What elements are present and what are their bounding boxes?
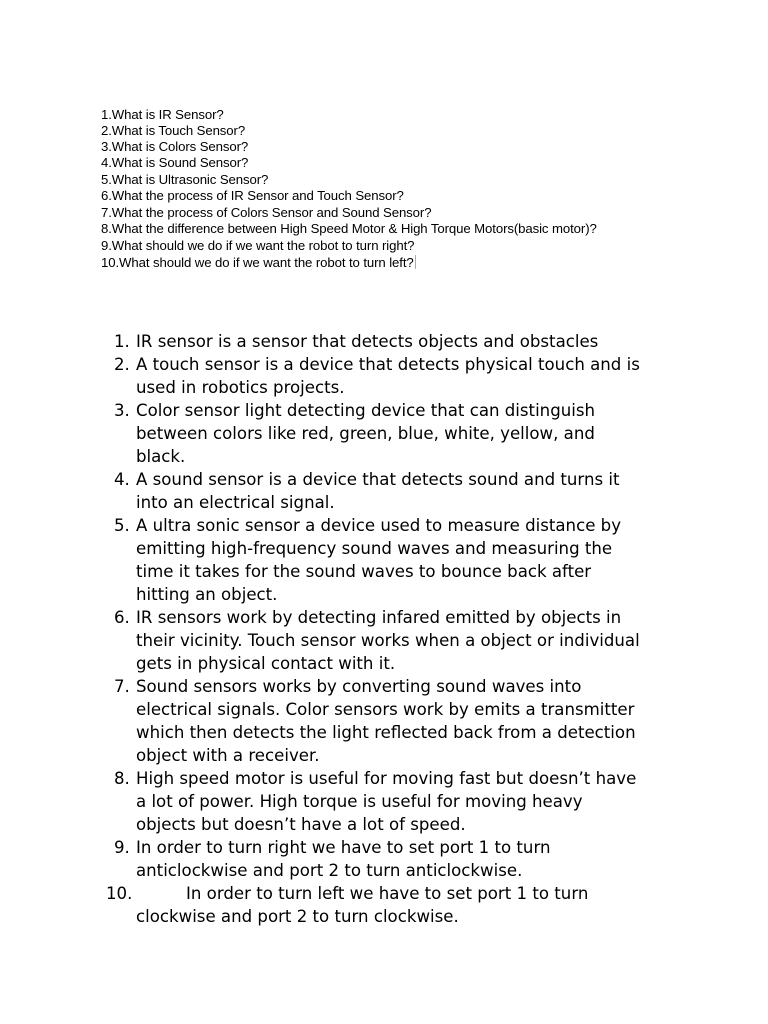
question-10 <box>101 255 416 270</box>
answer-number: 9. <box>114 838 130 857</box>
answer-item <box>108 468 688 514</box>
answer-line: emitting high-frequency sound waves and measuring the <box>136 539 613 558</box>
answer-number: 1. <box>114 332 130 351</box>
answer-item <box>108 514 688 606</box>
answer-line: anticlockwise and port 2 to turn anticlockwise. <box>136 861 523 880</box>
answer-number: 10. <box>106 884 133 903</box>
answer-line: a lot of power. High torque is useful for moving heavy <box>136 792 583 811</box>
answer-line: IR sensors work by detecting infared emitted by objects in <box>136 608 622 627</box>
question-4: 4.What is Sound Sensor? <box>101 155 249 170</box>
answer-line: between colors like red, green, blue, white, yellow, and <box>136 424 595 443</box>
question-1: 1.What is IR Sensor? <box>101 107 224 122</box>
answer-line: A ultra sonic sensor a device used to measure distance by <box>136 516 622 535</box>
answer-line: A touch sensor is a device that detects physical touch and is <box>136 355 640 374</box>
question-5: 5.What is Ultrasonic Sensor? <box>101 172 269 187</box>
answer-number: 7. <box>114 677 130 696</box>
answer-item <box>108 606 688 675</box>
answer-number: 5. <box>114 516 130 535</box>
answer-line: objects but doesn’t have a lot of speed. <box>136 815 466 834</box>
text-cursor <box>415 255 416 269</box>
answer-line: A sound sensor is a device that detects sound and turns it <box>136 470 620 489</box>
answer-line: used in robotics projects. <box>136 378 345 397</box>
answer-line: High speed motor is useful for moving fast but doesn’t have <box>136 769 637 788</box>
question-9: 9.What should we do if we want the robot to turn right? <box>101 238 415 253</box>
answer-item <box>108 767 688 836</box>
answer-item <box>108 675 688 767</box>
answer-number: 6. <box>114 608 130 627</box>
answer-number: 4. <box>114 470 130 489</box>
answer-line: object with a receiver. <box>136 746 320 765</box>
question-10-text: 10.What should we do if we want the robot to turn left? <box>101 255 414 270</box>
answer-line: hitting an object. <box>136 585 278 604</box>
answer-line: electrical signals. Color sensors work by emits a transmitter <box>136 700 635 719</box>
answer-item <box>108 882 688 928</box>
answer-line: their vicinity. Touch sensor works when a object or individual <box>136 631 640 650</box>
answer-line: gets in physical contact with it. <box>136 654 396 673</box>
answer-item <box>108 353 688 399</box>
question-2: 2.What is Touch Sensor? <box>101 123 246 138</box>
question-3: 3.What is Colors Sensor? <box>101 139 249 154</box>
answer-number: 3. <box>114 401 130 420</box>
question-7: 7.What the process of Colors Sensor and Sound Sensor? <box>101 205 432 220</box>
answer-item <box>108 330 688 353</box>
answer-number: 2. <box>114 355 130 374</box>
answer-list <box>108 330 688 928</box>
answer-line: which then detects the light reflected back from a detection <box>136 723 636 742</box>
answer-line: In order to turn right we have to set port 1 to turn <box>136 838 551 857</box>
answer-line: clockwise and port 2 to turn clockwise. <box>136 907 459 926</box>
answer-line: black. <box>136 447 186 466</box>
answer-line-text: In order to turn left we have to set port 1 to turn <box>186 884 589 903</box>
answer-number: 8. <box>114 769 130 788</box>
answer-line: Sound sensors works by converting sound waves into <box>136 677 582 696</box>
question-8: 8.What the difference between High Speed Motor & High Torque Motors(basic motor)? <box>101 221 597 236</box>
answer-line: time it takes for the sound waves to bounce back after <box>136 562 592 581</box>
answer-item <box>108 399 688 468</box>
answer-line: Color sensor light detecting device that can distinguish <box>136 401 596 420</box>
answer-line: IR sensor is a sensor that detects objects and obstacles <box>136 332 599 351</box>
answer-line <box>136 882 688 905</box>
question-6: 6.What the process of IR Sensor and Touch Sensor? <box>101 188 404 203</box>
answer-line: into an electrical signal. <box>136 493 335 512</box>
answer-item <box>108 836 688 882</box>
questions-screenshot <box>96 101 680 279</box>
